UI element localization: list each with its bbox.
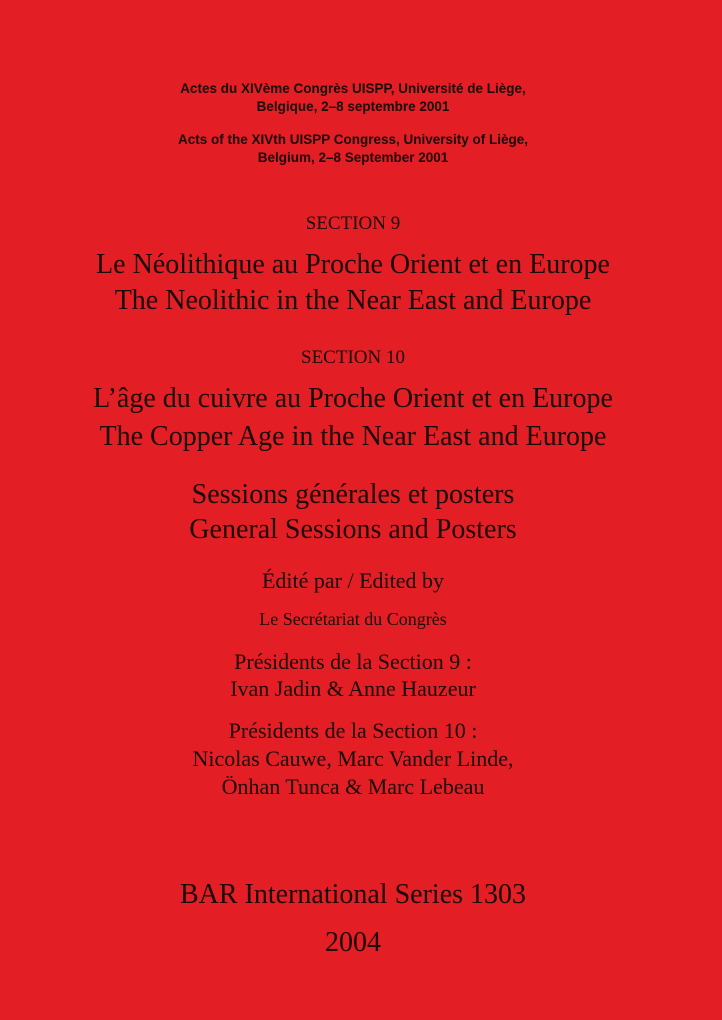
presidents-section-9-names: Ivan Jadin & Anne Hauzeur	[230, 676, 476, 701]
presidents-section-9-label: Présidents de la Section 9 :	[234, 649, 472, 674]
presidents-section-10-names-1: Nicolas Cauwe, Marc Vander Linde,	[192, 746, 514, 771]
header-fr-line-1: Actes du XIVème Congrès UISPP, Université de Liège,	[180, 81, 526, 96]
series-year: 2004	[325, 927, 381, 958]
presidents-section-10-label: Présidents de la Section 10 :	[228, 718, 478, 743]
header-en-line-2: Belgium, 2–8 September 2001	[257, 150, 449, 165]
header-fr-line-2: Belgique, 2–8 septembre 2001	[256, 99, 450, 114]
sessions-title-en: General Sessions and Posters	[189, 514, 517, 545]
sessions-title-fr: Sessions générales et posters	[191, 479, 515, 510]
section-10-title-fr: L’âge du cuivre au Proche Orient et en Europe	[93, 383, 613, 414]
presidents-section-10-names-2: Önhan Tunca & Marc Lebeau	[221, 774, 485, 799]
section-10-title-en: The Copper Age in the Near East and Europe	[99, 421, 607, 452]
section-9-title-en: The Neolithic in the Near East and Europe	[114, 285, 592, 316]
editor-name: Le Secrétariat du Congrès	[259, 609, 447, 629]
edited-by-label: Édité par / Edited by	[261, 568, 445, 593]
series-name: BAR International Series 1303	[179, 879, 527, 910]
section-9-title-fr: Le Néolithique au Proche Orient et en Europe	[96, 249, 610, 280]
section-9-label: SECTION 9	[305, 213, 401, 234]
section-10-label: SECTION 10	[301, 347, 405, 368]
header-en-line-1: Acts of the XIVth UISPP Congress, University of Liège,	[177, 132, 529, 147]
